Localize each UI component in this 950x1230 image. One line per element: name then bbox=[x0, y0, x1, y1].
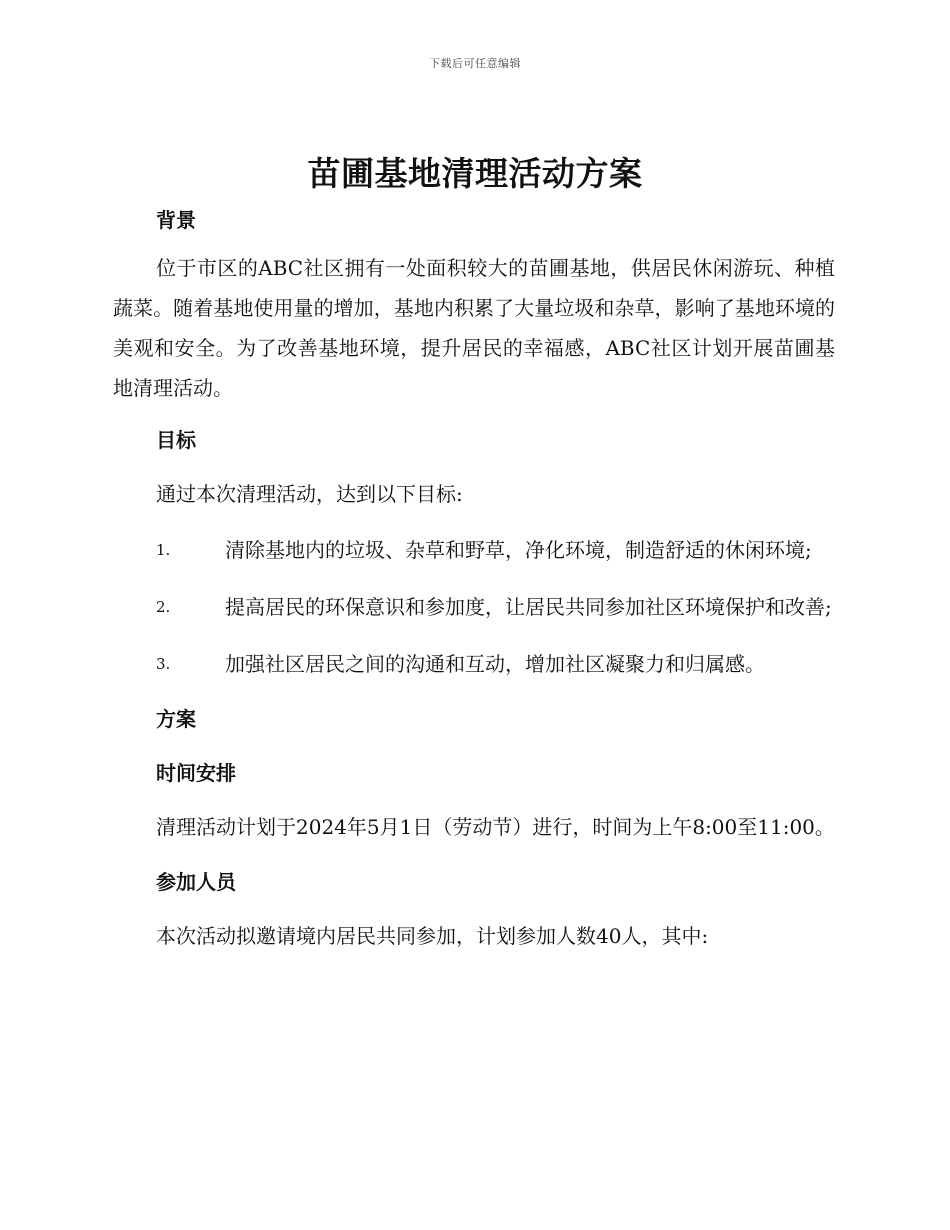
goals-intro: 通过本次清理活动，达到以下目标: bbox=[156, 482, 463, 506]
document-title: 苗圃基地清理活动方案 bbox=[307, 154, 643, 193]
goal-item-2 bbox=[113, 587, 835, 627]
subsection-heading-schedule: 时间安排 bbox=[156, 761, 236, 785]
goal-text-2: 提高居民的环保意识和参加度，让居民共同参加社区环境保护和改善; bbox=[225, 595, 832, 619]
goal-number-1: 1. bbox=[156, 541, 171, 559]
section-heading-plan: 方案 bbox=[156, 707, 196, 731]
section-heading-background: 背景 bbox=[156, 208, 196, 232]
goal-text-3: 加强社区居民之间的沟通和互动，增加社区凝聚力和归属感。 bbox=[225, 652, 765, 676]
goal-text-1: 清除基地内的垃圾、杂草和野草，净化环境，制造舒适的休闲环境; bbox=[225, 538, 812, 562]
header-note: 下载后可任意编辑 bbox=[429, 57, 521, 70]
goal-item-3 bbox=[113, 644, 835, 684]
background-paragraph: 位于市区的ABC社区拥有一处面积较大的苗圃基地，供居民休闲游玩、种植蔬菜。随着基地使用量的增加，基地内积累了大量垃圾和杂草，影响了基地环境的美观和安全。为了改善基地环境，提升居民的幸福感，ABC社区计划开展苗圃基地清理活动。 bbox=[113, 256, 835, 400]
participants-paragraph: 本次活动拟邀请境内居民共同参加，计划参加人数40人，其中: bbox=[156, 924, 709, 948]
schedule-paragraph: 清理活动计划于2024年5月1日（劳动节）进行，时间为上午8:00至11:00。 bbox=[156, 815, 835, 839]
goal-number-2: 2. bbox=[156, 598, 171, 616]
subsection-heading-participants: 参加人员 bbox=[156, 870, 236, 894]
goal-number-3: 3. bbox=[156, 655, 171, 673]
goal-item-1 bbox=[113, 530, 835, 570]
section-heading-goals: 目标 bbox=[156, 428, 196, 452]
document-body bbox=[113, 200, 835, 956]
